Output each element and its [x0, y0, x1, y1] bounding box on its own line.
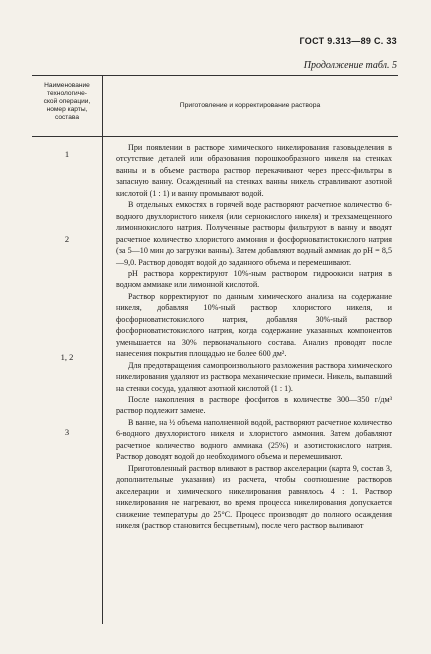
header-divider	[32, 136, 398, 137]
paragraph: В ванне, на ½ объема наполненной водой, растворяют расчетное количество 6-водного двухлористого никеля и хлористого аммония. Затем добавляют расчетное количество водного аммиака (25%) и азотистокислого натрия. Раствор доводят водой до необходимого объема и перемешивают.	[116, 417, 392, 462]
paragraph: Раствор корректируют по данным химического анализа на содержание никеля, добавляя 10%-ный раствор хлористого никеля, и фосфорноватистокислого натрия, добавляя 30%-ный раствор фосфорноватистокислого натрия, когда содержание указанных компонентов уменьшается на 30% первоначального состава. Анализ проводят после нанесения покрытия площадью не более 600 дм².	[116, 291, 392, 359]
table	[32, 75, 398, 624]
column-divider	[102, 76, 103, 624]
paragraph: В отдельных емкостях в горячей воде растворяют расчетное количество 6-водного двухлористого никеля (или сернокислого никеля) и трехзамещенного лимоннокислого натрия. Полученные растворы фильтруют в ванну и вводят расчетное количество хлористого аммония и фосфорноватистокислого натрия (за 5—10 мин до загрузки ванны). Затем добавляют водный аммиак до pH = 8,5—9,0. Раствор доводят водой до заданного объема и перемешивают.	[116, 200, 392, 267]
table-continuation-label: Продолжение табл. 5	[303, 60, 397, 71]
row-number: 1	[64, 149, 70, 159]
column-header-line: технологиче-	[47, 90, 87, 97]
column-header-operation	[32, 82, 102, 122]
row-number: 2	[64, 234, 70, 244]
paragraph: При появлении в растворе химического никелирования газовыделения в отсутствие деталей или образования порошкообразного никеля на стенках ванны и в объеме раствора раствор перекачивают через пресс-фильтры в запасную ванну. Осажденный на стенках ванны никель стравливают азотной кислотой (1 : 1) и ванну промывают водой.	[116, 143, 392, 198]
paragraph: pH раствора корректируют 10%-ным раствором гидроокиси натрия в водном аммиаке или лимонной кислотой.	[116, 268, 392, 290]
paragraph: Для предотвращения самопроизвольного разложения раствора химического никелирования удаляют из раствора механические примеси. Никель, выпавший на стенки сосуда, удаляют азотной кислотой (1 : 1).	[116, 360, 392, 393]
page-header: ГОСТ 9.313—89 С. 33	[299, 36, 397, 46]
column-header-line: ской операции,	[43, 98, 91, 105]
row-number: 1, 2	[60, 352, 74, 362]
column-header-line: состава	[54, 114, 80, 121]
paragraph: После накопления в растворе фосфитов в количестве 300—350 г/дм³ раствор подлежит замене.	[116, 394, 392, 416]
column-header-line: Наименование	[44, 82, 90, 89]
column-header-preparation: Приготовление и корректирование раствора	[179, 102, 321, 109]
row-number: 3	[64, 427, 70, 437]
procedure-text	[116, 142, 392, 531]
paragraph: Приготовленный раствор вливают в раствор акселерации (карта 9, состав 3, дополнительные указания) из расчета, чтобы соотношение растворов акселерации и химического никелирования равнялось 4 : 1. Раствор никелирования не нагревают, во время процесса никелирования допускается снижение температуры до 25°С. Процесс производят до полного осаждения никеля (раствор становится бесцветным), после чего раствор выливают	[116, 463, 392, 530]
column-header-line: номер карты,	[46, 106, 88, 113]
